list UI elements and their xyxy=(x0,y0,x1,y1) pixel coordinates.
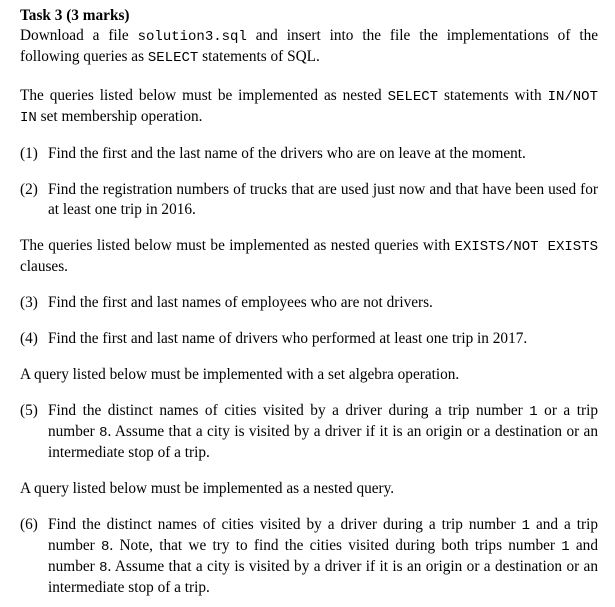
section-exists-instructions xyxy=(20,236,598,277)
query-text-3: . Note, that we try to find the cities visited during both trips number xyxy=(109,537,562,554)
query-item-6 xyxy=(20,515,598,598)
query-item-2 xyxy=(20,180,598,220)
query-number: (4) xyxy=(20,330,38,347)
select-keyword: SELECT xyxy=(387,89,439,105)
intro-paragraph xyxy=(20,26,598,68)
trip-number-code: 1 xyxy=(529,404,538,420)
section1-text-2: statements with xyxy=(438,87,548,104)
intro-text-3: statements of SQL. xyxy=(198,48,320,65)
intro-text-2: and insert into the file the implementations of the following queries as xyxy=(20,27,599,65)
filename-code: solution3.sql xyxy=(137,29,247,45)
query-text-3: . Assume that a city is visited by a driver if it is an origin or a destination or an intermediate stop of a trip. xyxy=(48,423,598,461)
query-item-5 xyxy=(20,401,598,463)
query-text: Find the first and the last name of the drivers who are on leave at the moment. xyxy=(48,145,526,162)
trip-number-code: 8 xyxy=(100,539,110,555)
query-number: (5) xyxy=(20,402,38,419)
trip-number-code: 8 xyxy=(99,560,108,576)
trip-number-code: 1 xyxy=(521,518,530,534)
query-number: (3) xyxy=(20,294,38,311)
section-nested-query-instructions: A query listed below must be implemented as a nested query. xyxy=(20,480,395,497)
in-not-in-keyword: IN/NOT IN xyxy=(20,89,598,126)
query-text-1: Find the distinct names of cities visited by a driver during a trip number xyxy=(48,516,522,533)
query-text: Find the first and last name of drivers who performed at least one trip in 2017. xyxy=(48,330,528,347)
query-text-2: and a trip number xyxy=(48,516,598,554)
query-item-4 xyxy=(20,329,598,349)
section-set-algebra-instructions: A query listed below must be implemented with a set algebra operation. xyxy=(20,366,460,383)
trip-number-code: 1 xyxy=(561,539,570,555)
select-keyword: SELECT xyxy=(147,50,199,66)
exists-keyword: EXISTS/NOT EXISTS xyxy=(454,239,598,255)
trip-number-code: 8 xyxy=(99,425,108,441)
query-text: Find the registration numbers of trucks that are used just now and that have been used for at least one trip in 2016. xyxy=(48,181,598,218)
section1-text-3: set membership operation. xyxy=(36,108,203,125)
section2-text-2: clauses. xyxy=(20,258,68,275)
query-item-3 xyxy=(20,293,598,313)
query-text-5: . Assume that a city is visited by a driver if it is an origin or a destination or an intermediate stop of a trip. xyxy=(48,558,598,596)
document-page xyxy=(20,6,598,598)
query-item-1 xyxy=(20,144,598,164)
query-number: (6) xyxy=(20,516,38,533)
query-text-4: and number xyxy=(48,537,598,575)
section1-text-1: The queries listed below must be implemented as nested xyxy=(20,87,388,104)
section2-text-1: The queries listed below must be implemented as nested queries with xyxy=(20,237,455,254)
section-in-not-in-instructions xyxy=(20,86,598,128)
query-number: (2) xyxy=(20,181,38,198)
query-number: (1) xyxy=(20,145,38,162)
task-title: Task 3 (3 marks) xyxy=(20,7,130,24)
intro-text-1: Download a file xyxy=(20,27,138,44)
query-text: Find the first and last names of employees who are not drivers. xyxy=(48,294,433,311)
query-text-1: Find the distinct names of cities visited by a driver during a trip number xyxy=(48,402,530,419)
query-text-2: or a trip number xyxy=(48,402,598,440)
